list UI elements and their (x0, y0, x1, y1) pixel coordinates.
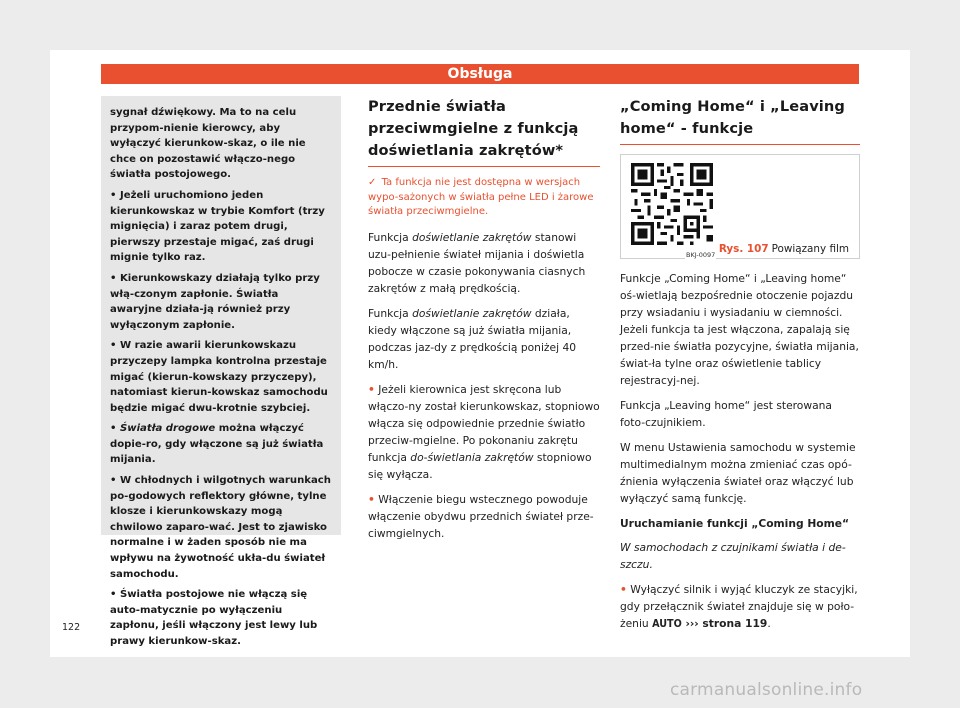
bullet-paragraph: • Jeżeli kierownica jest skręcona lub włączo-ny został kierunkowskaz, stopniowo włącza się odpowiednie przednie światło przeciw-mgielne. Po pokonaniu zakrętu funkcja do-świetlania zakrętów stopniowo się wyłącza. (368, 382, 600, 481)
emphasis-text: doświetlanie zakrętów (412, 230, 532, 244)
figure-caption (719, 241, 849, 258)
figure-label: Rys. 107 (718, 243, 769, 255)
body-paragraph: W samochodach z czujnikami światła i de-szczu. (620, 541, 846, 571)
notice-paragraph (110, 421, 333, 468)
right-column (620, 96, 860, 640)
body-paragraph: Funkcja doświetlanie zakrętów stanowi uzu-pełnienie świateł mijania i doświetla pobocze w czasie pokonywania ciasnych zakrętów z małą prędkością. (368, 230, 586, 295)
watermark: carmanualsonline.info (670, 680, 863, 700)
checkmark-icon: ✓ (368, 177, 377, 188)
notice-paragraph: • Jeżeli uruchomiono jeden kierunkowskaz w trybie Komfort (trzy mignięcia) i zaraz potem drugi, pierwszy przestaje migać, zaś drugi mignie tylko raz. (110, 189, 325, 264)
emphasis-text: Światła drogowe (119, 423, 216, 435)
page-reference-link[interactable]: ››› strona 119 (681, 617, 768, 630)
auto-switch-label: AUTO (652, 617, 682, 630)
notice-paragraph: • Światła postojowe nie włączą się auto-matycznie po wyłączeniu zapłonu, jeśli włączony jest lewy lub prawy kierunkow-skaz. (110, 589, 318, 647)
bullet: • (368, 492, 375, 506)
section-title: Przednie światła przeciwmgielne z funkcją doświetlania zakrętów* (368, 98, 579, 159)
body-paragraph: Funkcje „Coming Home“ i „Leaving home“ oś-wietlają bezpośrednie otoczenie pojazdu przy wsiadaniu i wysiadaniu w ciemności. Jeżeli funkcja ta jest włączona, zapalają się przed-nie światła pozycyjne, światła mijania, świat-ła tylne oraz oświetlenie tablicy rejestracyj-nej. (620, 272, 859, 387)
paragraph-text: można włączyć dopie-ro, gdy włączone są już światła mijania. (110, 423, 324, 466)
bullet: • (110, 423, 120, 435)
notice-box (101, 96, 341, 647)
qr-code-icon[interactable] (631, 163, 713, 245)
title-divider (620, 144, 860, 145)
bullet: • (368, 382, 375, 396)
emphasis-text: do-świetlania zakrętów (410, 450, 534, 464)
bullet-paragraph: • Włączenie biegu wstecznego powoduje włączenie obydwu przednich świateł prze-ciwmgielnych. (368, 492, 594, 540)
notice-paragraph: • W razie awarii kierunkowskazu przyczepy lampka kontrolna przestaje migać (kierun-kowskazy przyczepy), natomiast kierun-kowskaz samochodu będzie migać dwu-krotnie szybciej. (110, 340, 328, 414)
figure-video-qr[interactable] (620, 154, 860, 259)
section-title: „Coming Home“ i „Leaving home“ - funkcje (620, 98, 845, 137)
notice-paragraph: • Kierunkowskazy działają tylko przy włą-czonym zapłonie. Światła awaryjne działa-ją również przy wyłączonym zapłonie. (110, 272, 320, 331)
availability-note (368, 176, 600, 220)
body-paragraph: Funkcja „Leaving home“ jest sterowana foto-czujnikiem. (620, 399, 832, 429)
title-divider (368, 166, 600, 167)
notice-paragraph: • W chłodnych i wilgotnych warunkach po-godowych reflektory główne, tylne klosze i kierunkowskazy mogą chwilowo zaparo-wać. Jest to zjawisko normalne i w żaden sposób nie ma wpływu na żywotność ukła-du świateł samochodu. (110, 475, 331, 580)
body-paragraph: Funkcja doświetlanie zakrętów działa, kiedy włączone są już światła mijania, podczas jaz-dy z prędkością poniżej 40 km/h. (368, 306, 577, 371)
figure-code: BKJ-0097 (685, 247, 716, 264)
bullet-paragraph: • Wyłączyć silnik i wyjąć kluczyk ze stacyjki, gdy przełącznik świateł znajduje się w poło-żeniu AUTO ››› strona 119. (620, 583, 858, 630)
middle-column (368, 96, 600, 550)
emphasis-text: doświetlanie zakrętów (412, 306, 532, 320)
bullet: • (620, 583, 627, 596)
subsection-heading: Uruchamianie funkcji „Coming Home“ (620, 517, 850, 530)
section-header: Obsługa (101, 64, 859, 84)
body-paragraph: W menu Ustawienia samochodu w systemie multimedialnym można zmieniać czas opó-źnienia wyłączenia świateł oraz włączyć lub wyłączyć samą funkcję. (620, 441, 856, 505)
figure-caption-text: Powiązany film (771, 243, 849, 255)
page-number: 122 (62, 622, 81, 633)
notice-paragraph: sygnał dźwiękowy. Ma to na celu przypom-nienie kierowcy, aby wyłączyć kierunkow-skaz, o ile nie chce on pozostawić włączo-nego światła postojowego. (110, 107, 306, 181)
note-text: Ta funkcja nie jest dostępna w wersjach wypo-sażonych w światła pełne LED i żarowe światła przeciwmgielne. (368, 177, 594, 217)
